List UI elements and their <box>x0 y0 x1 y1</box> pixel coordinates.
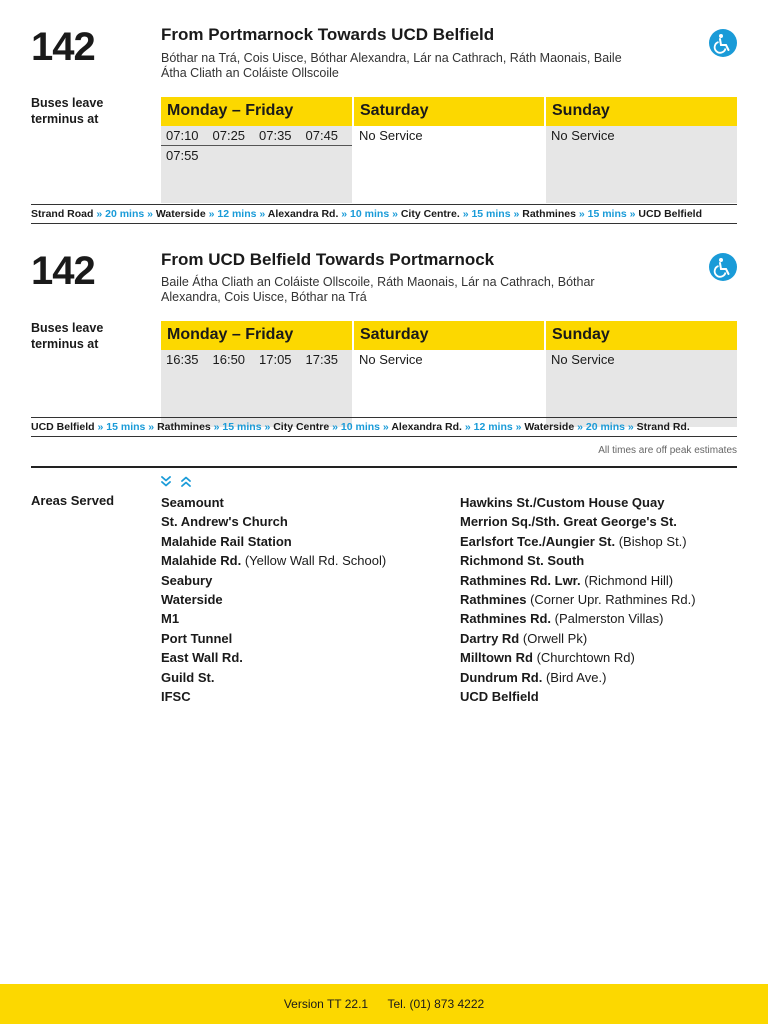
departure-time: 07:25 <box>212 128 246 143</box>
area-item <box>460 668 696 687</box>
area-detail: (Churchtown Rd) <box>536 650 635 666</box>
area-item <box>460 609 696 628</box>
route-interval: » 10 mins » <box>332 421 389 433</box>
saturday-column <box>354 321 544 427</box>
timetable <box>161 321 737 427</box>
route-number: 142 <box>31 25 95 69</box>
times-row <box>161 350 352 370</box>
area-name: Malahide Rail Station <box>161 533 292 549</box>
no-service-text: No Service <box>359 352 423 367</box>
route-stop: Alexandra Rd. <box>391 421 462 433</box>
area-item <box>161 590 386 609</box>
area-item <box>460 629 696 648</box>
route-stop: Rathmines <box>157 421 211 433</box>
area-name: Earlsfort Tce./Aungier St. <box>460 533 616 549</box>
route-interval: » 12 mins » <box>464 421 522 433</box>
areas-list-right <box>460 493 696 706</box>
area-name: Waterside <box>161 592 223 608</box>
no-service-text: No Service <box>551 128 615 143</box>
route-stop: City Centre. <box>400 208 460 220</box>
version-text: Version TT 22.1 <box>283 997 369 1011</box>
departure-time: 16:35 <box>166 352 199 367</box>
area-item <box>161 687 386 706</box>
route-stop: Alexandra Rd. <box>267 208 339 220</box>
area-item <box>460 687 696 706</box>
sunday-column <box>546 321 737 427</box>
divider <box>31 466 737 468</box>
departure-time: 17:05 <box>259 352 292 367</box>
area-name: Port Tunnel <box>161 630 233 646</box>
area-item <box>460 493 696 512</box>
area-item <box>460 532 696 551</box>
direction-heading: From UCD Belfield Towards Portmarnock <box>161 250 495 269</box>
saturday-times <box>354 350 544 427</box>
departure-time: 07:10 <box>166 128 199 143</box>
route-interval: » 15 mins » <box>462 208 520 220</box>
departure-time: 17:35 <box>305 352 339 367</box>
route-interval: » 12 mins » <box>208 208 266 220</box>
area-detail: (Corner Upr. Rathmines Rd.) <box>530 592 696 608</box>
weekday-times <box>161 350 352 427</box>
phone-text: Tel. (01) 873 4222 <box>387 997 485 1011</box>
area-name: East Wall Rd. <box>161 650 243 666</box>
area-item <box>161 532 386 551</box>
area-item <box>161 648 386 667</box>
route-interval: » 10 mins » <box>341 208 398 220</box>
area-item <box>161 493 386 512</box>
departure-time: 16:50 <box>212 352 246 367</box>
area-name: Seamount <box>161 495 224 510</box>
route-stop: Waterside <box>155 208 206 220</box>
wheelchair-icon <box>709 253 737 281</box>
area-item <box>161 668 386 687</box>
route-stop: Rathmines <box>522 208 576 220</box>
departure-time: 07:35 <box>259 128 292 143</box>
area-item <box>460 571 696 590</box>
route-stop: City Centre <box>273 421 330 433</box>
direction-heading: From Portmarnock Towards UCD Belfield <box>161 25 495 44</box>
area-item <box>460 512 696 531</box>
route-interval: » 15 mins » <box>213 421 271 433</box>
area-item <box>161 629 386 648</box>
route-interval: » 20 mins » <box>577 421 634 433</box>
area-name: Milltown Rd <box>460 650 533 666</box>
areas-served-label: Areas Served <box>31 493 115 508</box>
area-name: Guild St. <box>161 669 215 685</box>
area-item <box>460 590 696 609</box>
saturday-header: Saturday <box>354 97 544 126</box>
area-name: IFSC <box>161 689 191 705</box>
inbound-section <box>31 0 737 440</box>
area-name: Rathmines Rd. <box>460 611 552 627</box>
area-name: Hawkins St./Custom House Quay <box>460 495 665 510</box>
route-stop: UCD Belfield <box>638 208 702 220</box>
weekday-column <box>161 321 352 427</box>
saturday-header: Saturday <box>354 321 544 350</box>
sunday-header: Sunday <box>546 97 737 126</box>
direction-subheading: Baile Átha Cliath an Coláiste Ollscoile, Ráth Maonais, Lár na Cathrach, Bóthar Alexandra, Cois Uisce, Bóthar na Trá <box>161 275 595 304</box>
area-detail: (Richmond Hill) <box>584 572 674 588</box>
area-name: Richmond St. South <box>460 553 585 569</box>
direction-subheading: Bóthar na Trá, Cois Uisce, Bóthar Alexandra, Lár na Cathrach, Ráth Maonais, Baile Átha Cliath an Coláiste Ollscoile <box>161 51 622 80</box>
route-interval: » 20 mins » <box>96 208 153 220</box>
area-item <box>161 571 386 590</box>
route-interval: » 15 mins » <box>578 208 636 220</box>
area-detail: (Palmerston Villas) <box>554 611 664 627</box>
area-name: Malahide Rd. <box>161 553 242 569</box>
sunday-header: Sunday <box>546 321 737 350</box>
area-detail: (Bird Ave.) <box>545 669 607 685</box>
departure-time: 07:45 <box>305 128 339 143</box>
footer <box>0 984 768 1024</box>
areas-list-left <box>161 493 386 706</box>
area-item <box>161 512 386 531</box>
area-item <box>460 648 696 667</box>
chevron-pair-icon <box>161 476 195 488</box>
sunday-times <box>546 350 737 427</box>
weekday-header: Monday – Friday <box>161 97 352 126</box>
area-item <box>161 551 386 570</box>
buses-leave-label: Buses leave terminus at <box>31 321 104 351</box>
chevron-double-up-icon <box>182 478 190 487</box>
no-service-text: No Service <box>359 128 423 143</box>
area-item <box>460 551 696 570</box>
no-service-text: No Service <box>551 352 615 367</box>
route-line <box>31 417 737 437</box>
off-peak-note: All times are off peak estimates <box>598 445 737 456</box>
route-stop: Strand Road <box>31 208 94 220</box>
area-name: Seabury <box>161 572 213 588</box>
area-item <box>161 609 386 628</box>
route-stop: Strand Rd. <box>636 421 690 433</box>
route-stop: UCD Belfield <box>31 421 95 433</box>
area-name: M1 <box>161 611 180 627</box>
buses-leave-label: Buses leave terminus at <box>31 96 104 126</box>
chevron-double-down-icon <box>162 477 170 486</box>
route-number: 142 <box>31 249 95 293</box>
departure-time: 07:55 <box>166 148 199 163</box>
area-detail: (Orwell Pk) <box>522 630 588 646</box>
area-name: Rathmines <box>460 592 527 608</box>
route-stop: Waterside <box>524 421 575 433</box>
area-detail: (Bishop St.) <box>618 533 687 549</box>
area-name: Dartry Rd <box>460 630 520 646</box>
area-name: UCD Belfield <box>460 689 539 705</box>
area-name: Merrion Sq./Sth. Great George's St. <box>460 514 677 530</box>
area-name: Dundrum Rd. <box>460 669 543 685</box>
area-name: Rathmines Rd. Lwr. <box>460 572 581 588</box>
weekday-header: Monday – Friday <box>161 321 352 350</box>
route-interval: » 15 mins » <box>97 421 155 433</box>
area-name: St. Andrew's Church <box>161 514 288 530</box>
area-detail: (Yellow Wall Rd. School) <box>244 553 387 569</box>
